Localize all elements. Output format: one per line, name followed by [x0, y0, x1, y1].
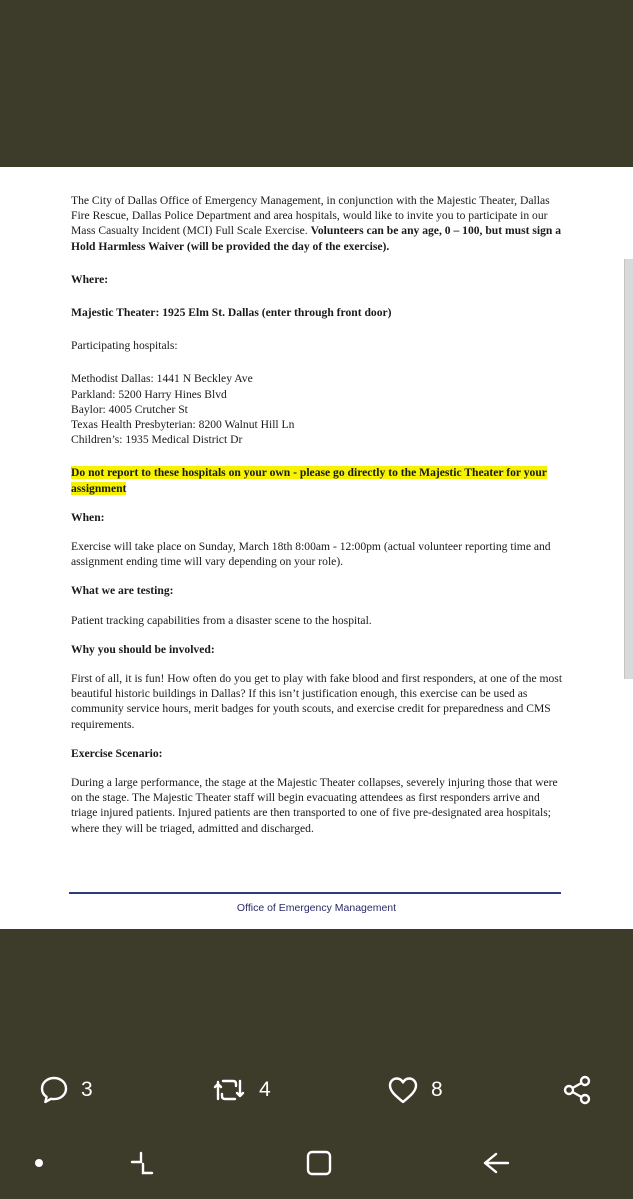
- speech-bubble-icon: [39, 1075, 69, 1105]
- why-text: First of all, it is fun! How often do you get to play with fake blood and first responders, at one of the most beautiful historic buildings in Dallas? If this isn’t justification enough, this exercise can be used as community service hours, merit badges for youth scouts, and exercise credit for preparedness and CMS requirements.: [71, 672, 563, 731]
- highlighted-text: Do not report to these hospitals on your own - please go directly to the Majestic Theater for your assignment: [71, 466, 547, 495]
- home-button[interactable]: [305, 1140, 333, 1186]
- hospital-item: Parkland: 5200 Harry Hines Blvd: [71, 387, 227, 401]
- retweet-icon: [211, 1075, 247, 1105]
- top-dark-band: [0, 0, 633, 167]
- page-edge: [624, 259, 633, 679]
- home-icon: [305, 1149, 333, 1177]
- recents-icon: [128, 1149, 156, 1177]
- hospitals-label: Participating hospitals:: [71, 339, 178, 353]
- why-heading: Why you should be involved:: [71, 642, 215, 656]
- footer-rule: [69, 892, 561, 894]
- hospital-item: Children’s: 1935 Medical District Dr: [71, 433, 243, 447]
- nav-dot[interactable]: [34, 1140, 44, 1186]
- back-button[interactable]: [481, 1140, 511, 1186]
- intro-paragraph: [71, 193, 563, 254]
- scenario-text: During a large performance, the stage at the Majestic Theater collapses, severely injuring those that were on the stage. The Majestic Theater staff will begin evacuating attendees as first responders arrive and triage injured patients. Injured patients are then transported to one of five pre-designated area hospitals; where they will be triaged, admitted and discharged.: [71, 776, 558, 835]
- testing-heading: What we are testing:: [71, 584, 174, 598]
- scenario-heading: Exercise Scenario:: [71, 746, 163, 760]
- dot-icon: [34, 1158, 44, 1168]
- back-arrow-icon: [481, 1149, 511, 1177]
- retweet-button[interactable]: [211, 1068, 271, 1112]
- reply-count: 3: [81, 1078, 93, 1101]
- like-count: 8: [431, 1078, 443, 1101]
- system-navigation-bar: [0, 1140, 633, 1186]
- share-button[interactable]: [561, 1068, 593, 1112]
- document-body: [71, 193, 563, 836]
- like-button[interactable]: [387, 1068, 443, 1112]
- where-location: Majestic Theater: 1925 Elm St. Dallas (enter through front door): [71, 306, 392, 320]
- intro-text: The City of Dallas Office of Emergency Management, in conjunction with the Majestic Theater, Dallas Fire Rescue, Dallas Police Department and area hospitals, would like to invite you to participate in our Mass Casualty Incident (MCI) Full Scale Exercise.: [71, 194, 550, 238]
- reply-button[interactable]: [39, 1068, 93, 1112]
- testing-text: Patient tracking capabilities from a disaster scene to the hospital.: [71, 613, 372, 627]
- when-text: Exercise will take place on Sunday, March 18th 8:00am - 12:00pm (actual volunteer reporting time and assignment ending time will vary depending on your role).: [71, 540, 551, 569]
- document-image[interactable]: [0, 167, 633, 929]
- tweet-action-bar: [0, 1068, 633, 1112]
- heart-icon: [387, 1075, 419, 1105]
- when-heading: When:: [71, 510, 105, 524]
- share-icon: [561, 1074, 593, 1106]
- hospital-item: Baylor: 4005 Crutcher St: [71, 402, 188, 416]
- recents-button[interactable]: [128, 1140, 156, 1186]
- footer-label: Office of Emergency Management: [236, 902, 397, 914]
- highlight-notice: [71, 465, 563, 495]
- intro-volunteer-text: Volunteers can be any age, 0 – 100, but must sign a Hold Harmless Waiver (will be provided the day of the exercise).: [71, 224, 562, 253]
- hospital-item: Methodist Dallas: 1441 N Beckley Ave: [71, 372, 253, 386]
- hospital-item: Texas Health Presbyterian: 8200 Walnut Hill Ln: [71, 418, 295, 432]
- retweet-count: 4: [259, 1078, 271, 1101]
- where-heading: Where:: [71, 272, 109, 286]
